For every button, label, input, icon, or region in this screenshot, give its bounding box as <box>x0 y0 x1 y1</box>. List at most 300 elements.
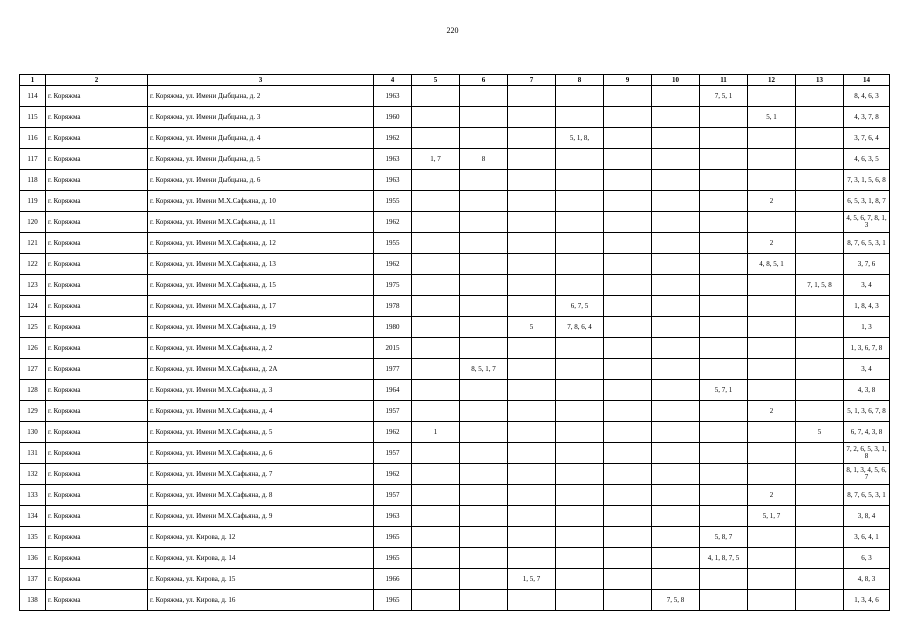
table-cell-col-11 <box>700 569 748 590</box>
table-cell-col-6 <box>460 317 508 338</box>
table-cell-col-3: г. Коряжма, ул. Имени М.Х.Сафьяна, д. 15 <box>148 275 374 296</box>
table-cell-col-12 <box>748 317 796 338</box>
table-cell-col-9 <box>604 128 652 149</box>
table-cell-col-9 <box>604 317 652 338</box>
table-cell-col-2: г. Коряжма <box>46 506 148 527</box>
table-cell-col-3: г. Коряжма, ул. Имени М.Х.Сафьяна, д. 10 <box>148 191 374 212</box>
table-row <box>20 191 890 212</box>
table-cell-col-2: г. Коряжма <box>46 401 148 422</box>
table-cell-col-7 <box>508 401 556 422</box>
table-cell-col-4: 1964 <box>374 380 412 401</box>
table-cell-col-9 <box>604 359 652 380</box>
column-header-2: 2 <box>46 75 148 86</box>
table-cell-col-8: 6, 7, 5 <box>556 296 604 317</box>
table-cell-col-7 <box>508 212 556 233</box>
table-cell-col-5 <box>412 548 460 569</box>
table-cell-col-13 <box>796 296 844 317</box>
table-cell-col-12 <box>748 296 796 317</box>
table-cell-col-1: 117 <box>20 149 46 170</box>
table-cell-col-1: 128 <box>20 380 46 401</box>
table-cell-col-5 <box>412 380 460 401</box>
table-cell-col-6: 8, 5, 1, 7 <box>460 359 508 380</box>
table-cell-col-6 <box>460 254 508 275</box>
table-cell-col-12 <box>748 128 796 149</box>
table-cell-col-5 <box>412 569 460 590</box>
table-cell-col-11 <box>700 401 748 422</box>
column-header-3: 3 <box>148 75 374 86</box>
table-cell-col-2: г. Коряжма <box>46 86 148 107</box>
table-cell-col-11 <box>700 464 748 485</box>
table-cell-col-10 <box>652 338 700 359</box>
table-cell-col-3: г. Коряжма, ул. Имени М.Х.Сафьяна, д. 4 <box>148 401 374 422</box>
table-cell-col-11: 5, 7, 1 <box>700 380 748 401</box>
table-cell-col-5 <box>412 212 460 233</box>
table-cell-col-9 <box>604 212 652 233</box>
table-cell-col-6 <box>460 380 508 401</box>
table-row <box>20 233 890 254</box>
table-cell-col-4: 1975 <box>374 275 412 296</box>
table-body <box>20 86 890 611</box>
table-cell-col-11 <box>700 128 748 149</box>
table-cell-col-9 <box>604 254 652 275</box>
table-cell-col-14: 1, 3 <box>844 317 890 338</box>
table-cell-col-2: г. Коряжма <box>46 212 148 233</box>
table-cell-col-13: 7, 1, 5, 8 <box>796 275 844 296</box>
table-cell-col-7 <box>508 464 556 485</box>
table-cell-col-7 <box>508 233 556 254</box>
table-cell-col-10 <box>652 128 700 149</box>
table-cell-col-1: 123 <box>20 275 46 296</box>
table-cell-col-3: г. Коряжма, ул. Имени Дыбцына, д. 4 <box>148 128 374 149</box>
table-cell-col-6 <box>460 485 508 506</box>
table-cell-col-1: 137 <box>20 569 46 590</box>
table-cell-col-9 <box>604 443 652 464</box>
table-cell-col-13 <box>796 527 844 548</box>
table-cell-col-10 <box>652 359 700 380</box>
table-cell-col-8 <box>556 149 604 170</box>
table-cell-col-4: 1962 <box>374 254 412 275</box>
table-cell-col-2: г. Коряжма <box>46 254 148 275</box>
table-cell-col-9 <box>604 401 652 422</box>
table-cell-col-13 <box>796 233 844 254</box>
table-cell-col-10 <box>652 464 700 485</box>
table-cell-col-7: 1, 5, 7 <box>508 569 556 590</box>
table-cell-col-1: 127 <box>20 359 46 380</box>
column-header-11: 11 <box>700 75 748 86</box>
table-cell-col-13 <box>796 590 844 611</box>
column-header-6: 6 <box>460 75 508 86</box>
table-cell-col-3: г. Коряжма, ул. Кирова, д. 15 <box>148 569 374 590</box>
table-cell-col-9 <box>604 191 652 212</box>
table-cell-col-14: 8, 4, 6, 3 <box>844 86 890 107</box>
table-cell-col-14: 4, 3, 7, 8 <box>844 107 890 128</box>
table-cell-col-7 <box>508 86 556 107</box>
table-row <box>20 401 890 422</box>
table-cell-col-10 <box>652 317 700 338</box>
table-cell-col-8 <box>556 443 604 464</box>
table-cell-col-3: г. Коряжма, ул. Имени Дыбцына, д. 6 <box>148 170 374 191</box>
table-cell-col-11: 7, 5, 1 <box>700 86 748 107</box>
table-cell-col-3: г. Коряжма, ул. Имени М.Х.Сафьяна, д. 2 <box>148 338 374 359</box>
table-cell-col-1: 116 <box>20 128 46 149</box>
table-row <box>20 548 890 569</box>
column-header-4: 4 <box>374 75 412 86</box>
table-cell-col-10 <box>652 149 700 170</box>
table-cell-col-11 <box>700 338 748 359</box>
table-cell-col-13 <box>796 464 844 485</box>
table-cell-col-2: г. Коряжма <box>46 275 148 296</box>
table-cell-col-5 <box>412 317 460 338</box>
table-cell-col-5 <box>412 275 460 296</box>
table-cell-col-5 <box>412 590 460 611</box>
table-cell-col-14: 4, 3, 8 <box>844 380 890 401</box>
table-cell-col-8 <box>556 401 604 422</box>
table-cell-col-1: 135 <box>20 527 46 548</box>
table-cell-col-13 <box>796 317 844 338</box>
table-cell-col-3: г. Коряжма, ул. Имени М.Х.Сафьяна, д. 17 <box>148 296 374 317</box>
table-cell-col-1: 115 <box>20 107 46 128</box>
table-cell-col-8 <box>556 380 604 401</box>
table-row <box>20 317 890 338</box>
table-cell-col-13 <box>796 86 844 107</box>
table-cell-col-4: 1977 <box>374 359 412 380</box>
table-cell-col-10 <box>652 380 700 401</box>
table-row <box>20 254 890 275</box>
table-cell-col-12 <box>748 149 796 170</box>
table-cell-col-12 <box>748 464 796 485</box>
table-cell-col-1: 133 <box>20 485 46 506</box>
table-cell-col-1: 114 <box>20 86 46 107</box>
table-cell-col-2: г. Коряжма <box>46 569 148 590</box>
table-cell-col-3: г. Коряжма, ул. Имени М.Х.Сафьяна, д. 8 <box>148 485 374 506</box>
table-cell-col-1: 129 <box>20 401 46 422</box>
table-cell-col-4: 1957 <box>374 485 412 506</box>
table-cell-col-11: 5, 8, 7 <box>700 527 748 548</box>
table-cell-col-11 <box>700 233 748 254</box>
table-cell-col-6 <box>460 212 508 233</box>
table-cell-col-12 <box>748 170 796 191</box>
table-row <box>20 485 890 506</box>
table-cell-col-10 <box>652 527 700 548</box>
table-cell-col-3: г. Коряжма, ул. Имени М.Х.Сафьяна, д. 7 <box>148 464 374 485</box>
table-cell-col-10 <box>652 401 700 422</box>
table-cell-col-12: 2 <box>748 191 796 212</box>
table-cell-col-6 <box>460 233 508 254</box>
table-cell-col-3: г. Коряжма, ул. Кирова, д. 16 <box>148 590 374 611</box>
table-cell-col-2: г. Коряжма <box>46 485 148 506</box>
table-cell-col-11 <box>700 149 748 170</box>
table-cell-col-12 <box>748 590 796 611</box>
table-cell-col-6 <box>460 107 508 128</box>
column-header-9: 9 <box>604 75 652 86</box>
table-cell-col-9 <box>604 86 652 107</box>
table-cell-col-14: 1, 8, 4, 3 <box>844 296 890 317</box>
table-cell-col-7 <box>508 506 556 527</box>
column-header-1: 1 <box>20 75 46 86</box>
table-cell-col-13 <box>796 107 844 128</box>
table-row <box>20 86 890 107</box>
table-row <box>20 212 890 233</box>
table-cell-col-8 <box>556 485 604 506</box>
table-row <box>20 359 890 380</box>
table-cell-col-2: г. Коряжма <box>46 170 148 191</box>
table-cell-col-8 <box>556 590 604 611</box>
table-row <box>20 296 890 317</box>
table-cell-col-6 <box>460 86 508 107</box>
table-cell-col-6 <box>460 275 508 296</box>
table-cell-col-8 <box>556 86 604 107</box>
table-cell-col-7 <box>508 590 556 611</box>
table-cell-col-8 <box>556 464 604 485</box>
table-cell-col-13 <box>796 191 844 212</box>
table-cell-col-6 <box>460 191 508 212</box>
table-cell-col-5 <box>412 128 460 149</box>
table-cell-col-13 <box>796 506 844 527</box>
table-header-row <box>20 75 890 86</box>
table-cell-col-4: 1962 <box>374 212 412 233</box>
table-cell-col-4: 1962 <box>374 128 412 149</box>
table-cell-col-12 <box>748 527 796 548</box>
table-cell-col-13 <box>796 212 844 233</box>
table-cell-col-14: 8, 7, 6, 5, 3, 1 <box>844 233 890 254</box>
table-cell-col-2: г. Коряжма <box>46 380 148 401</box>
table-row <box>20 443 890 464</box>
table-cell-col-11 <box>700 170 748 191</box>
table-cell-col-11 <box>700 296 748 317</box>
table-cell-col-4: 1965 <box>374 548 412 569</box>
table-cell-col-9 <box>604 464 652 485</box>
table-cell-col-7: 5 <box>508 317 556 338</box>
table-cell-col-6 <box>460 443 508 464</box>
table-cell-col-11 <box>700 191 748 212</box>
table-cell-col-12 <box>748 86 796 107</box>
table-cell-col-7 <box>508 359 556 380</box>
page-number: 220 <box>446 26 459 35</box>
table-cell-col-4: 1963 <box>374 149 412 170</box>
table-cell-col-6 <box>460 401 508 422</box>
table-cell-col-14: 3, 6, 4, 1 <box>844 527 890 548</box>
table-cell-col-8 <box>556 527 604 548</box>
table-cell-col-10 <box>652 506 700 527</box>
table-cell-col-14: 6, 5, 3, 1, 8, 7 <box>844 191 890 212</box>
table-cell-col-9 <box>604 296 652 317</box>
table-cell-col-7 <box>508 485 556 506</box>
table-cell-col-8 <box>556 107 604 128</box>
table-cell-col-7 <box>508 422 556 443</box>
table-cell-col-9 <box>604 527 652 548</box>
table-cell-col-11 <box>700 443 748 464</box>
table-cell-col-11 <box>700 212 748 233</box>
table-cell-col-14: 3, 4 <box>844 359 890 380</box>
table-cell-col-12 <box>748 359 796 380</box>
table-cell-col-10 <box>652 191 700 212</box>
table-cell-col-5 <box>412 464 460 485</box>
table-cell-col-7 <box>508 170 556 191</box>
table-row <box>20 149 890 170</box>
table-cell-col-14: 5, 1, 3, 6, 7, 8 <box>844 401 890 422</box>
table-cell-col-5 <box>412 191 460 212</box>
table-cell-col-1: 121 <box>20 233 46 254</box>
table-cell-col-3: г. Коряжма, ул. Имени М.Х.Сафьяна, д. 12 <box>148 233 374 254</box>
table-cell-col-3: г. Коряжма, ул. Имени М.Х.Сафьяна, д. 3 <box>148 380 374 401</box>
table-cell-col-8 <box>556 212 604 233</box>
table-cell-col-7 <box>508 548 556 569</box>
table-cell-col-12 <box>748 422 796 443</box>
table-cell-col-14: 8, 7, 6, 5, 3, 1 <box>844 485 890 506</box>
table-cell-col-6 <box>460 422 508 443</box>
table-cell-col-7 <box>508 191 556 212</box>
table-cell-col-1: 118 <box>20 170 46 191</box>
table-cell-col-9 <box>604 506 652 527</box>
table-cell-col-8: 7, 8, 6, 4 <box>556 317 604 338</box>
table-cell-col-6 <box>460 506 508 527</box>
table-cell-col-3: г. Коряжма, ул. Имени М.Х.Сафьяна, д. 19 <box>148 317 374 338</box>
table-cell-col-8 <box>556 569 604 590</box>
table-cell-col-12: 5, 1, 7 <box>748 506 796 527</box>
table-row <box>20 380 890 401</box>
table-cell-col-13: 5 <box>796 422 844 443</box>
table-cell-col-9 <box>604 233 652 254</box>
table-cell-col-10 <box>652 233 700 254</box>
table-cell-col-12 <box>748 338 796 359</box>
table-cell-col-3: г. Коряжма, ул. Имени М.Х.Сафьяна, д. 11 <box>148 212 374 233</box>
table-cell-col-9 <box>604 107 652 128</box>
table-cell-col-12: 5, 1 <box>748 107 796 128</box>
table-cell-col-1: 126 <box>20 338 46 359</box>
table-cell-col-2: г. Коряжма <box>46 443 148 464</box>
table-cell-col-10 <box>652 170 700 191</box>
table-cell-col-10 <box>652 86 700 107</box>
table-cell-col-2: г. Коряжма <box>46 317 148 338</box>
table-cell-col-1: 138 <box>20 590 46 611</box>
table-cell-col-9 <box>604 548 652 569</box>
table-cell-col-12: 2 <box>748 401 796 422</box>
table-cell-col-6 <box>460 128 508 149</box>
table-cell-col-8 <box>556 359 604 380</box>
table-cell-col-10 <box>652 548 700 569</box>
table-cell-col-9 <box>604 149 652 170</box>
table-cell-col-9 <box>604 275 652 296</box>
table-cell-col-1: 136 <box>20 548 46 569</box>
table-cell-col-2: г. Коряжма <box>46 359 148 380</box>
table-cell-col-13 <box>796 401 844 422</box>
table-cell-col-4: 1963 <box>374 86 412 107</box>
table-cell-col-11 <box>700 107 748 128</box>
table-cell-col-14: 1, 3, 4, 6 <box>844 590 890 611</box>
table-cell-col-9 <box>604 170 652 191</box>
table-row <box>20 464 890 485</box>
table-cell-col-13 <box>796 254 844 275</box>
table-cell-col-8 <box>556 275 604 296</box>
column-header-13: 13 <box>796 75 844 86</box>
table-cell-col-5: 1 <box>412 422 460 443</box>
table-cell-col-12 <box>748 212 796 233</box>
table-cell-col-6 <box>460 590 508 611</box>
table-cell-col-3: г. Коряжма, ул. Имени М.Х.Сафьяна, д. 9 <box>148 506 374 527</box>
table-cell-col-14: 3, 7, 6, 4 <box>844 128 890 149</box>
table-cell-col-5 <box>412 296 460 317</box>
column-header-7: 7 <box>508 75 556 86</box>
table-cell-col-2: г. Коряжма <box>46 107 148 128</box>
table-cell-col-4: 1965 <box>374 527 412 548</box>
table-cell-col-12 <box>748 548 796 569</box>
table-cell-col-7 <box>508 338 556 359</box>
table-cell-col-13 <box>796 485 844 506</box>
table-cell-col-4: 1980 <box>374 317 412 338</box>
table-cell-col-11 <box>700 359 748 380</box>
table-cell-col-13 <box>796 380 844 401</box>
table-cell-col-14: 4, 8, 3 <box>844 569 890 590</box>
table-cell-col-8 <box>556 191 604 212</box>
table-cell-col-8 <box>556 506 604 527</box>
table-cell-col-10 <box>652 569 700 590</box>
column-header-5: 5 <box>412 75 460 86</box>
table-cell-col-10: 7, 5, 8 <box>652 590 700 611</box>
table-cell-col-6 <box>460 338 508 359</box>
table-cell-col-3: г. Коряжма, ул. Имени М.Х.Сафьяна, д. 5 <box>148 422 374 443</box>
table-row <box>20 506 890 527</box>
table-cell-col-12: 2 <box>748 485 796 506</box>
table-cell-col-7 <box>508 275 556 296</box>
table-cell-col-1: 131 <box>20 443 46 464</box>
table-cell-col-2: г. Коряжма <box>46 422 148 443</box>
table-cell-col-4: 1955 <box>374 191 412 212</box>
table-cell-col-2: г. Коряжма <box>46 233 148 254</box>
table-cell-col-14: 3, 4 <box>844 275 890 296</box>
table-cell-col-10 <box>652 275 700 296</box>
table-cell-col-4: 1963 <box>374 170 412 191</box>
column-header-12: 12 <box>748 75 796 86</box>
table-cell-col-13 <box>796 548 844 569</box>
table-row <box>20 590 890 611</box>
table-cell-col-7 <box>508 443 556 464</box>
table-cell-col-4: 1962 <box>374 422 412 443</box>
table-cell-col-4: 1957 <box>374 401 412 422</box>
table-cell-col-8 <box>556 422 604 443</box>
column-header-10: 10 <box>652 75 700 86</box>
table-row <box>20 569 890 590</box>
table-cell-col-12 <box>748 380 796 401</box>
table-cell-col-10 <box>652 422 700 443</box>
table-cell-col-2: г. Коряжма <box>46 527 148 548</box>
table-cell-col-2: г. Коряжма <box>46 296 148 317</box>
table-cell-col-2: г. Коряжма <box>46 590 148 611</box>
table-cell-col-3: г. Коряжма, ул. Имени М.Х.Сафьяна, д. 2А <box>148 359 374 380</box>
table-cell-col-1: 124 <box>20 296 46 317</box>
table-cell-col-14: 6, 7, 4, 3, 8 <box>844 422 890 443</box>
table-cell-col-3: г. Коряжма, ул. Кирова, д. 14 <box>148 548 374 569</box>
table-cell-col-1: 132 <box>20 464 46 485</box>
table-cell-col-2: г. Коряжма <box>46 338 148 359</box>
table-cell-col-1: 130 <box>20 422 46 443</box>
column-header-14: 14 <box>844 75 890 86</box>
table-cell-col-10 <box>652 254 700 275</box>
table-cell-col-2: г. Коряжма <box>46 464 148 485</box>
table-cell-col-1: 120 <box>20 212 46 233</box>
table-cell-col-9 <box>604 380 652 401</box>
table-cell-col-6 <box>460 170 508 191</box>
table-cell-col-3: г. Коряжма, ул. Имени М.Х.Сафьяна, д. 13 <box>148 254 374 275</box>
table-cell-col-5 <box>412 485 460 506</box>
table-cell-col-2: г. Коряжма <box>46 191 148 212</box>
table-row <box>20 338 890 359</box>
table-cell-col-9 <box>604 485 652 506</box>
table-cell-col-10 <box>652 296 700 317</box>
table-cell-col-14: 1, 3, 6, 7, 8 <box>844 338 890 359</box>
table-cell-col-4: 1960 <box>374 107 412 128</box>
table-cell-col-5 <box>412 359 460 380</box>
table-cell-col-6 <box>460 296 508 317</box>
